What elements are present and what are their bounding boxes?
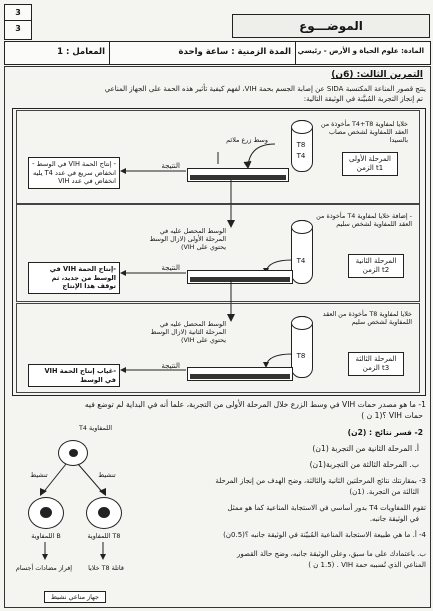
t8-cell <box>86 497 122 529</box>
antibody-secretion: إفراز مضادات أجسام <box>15 564 73 572</box>
divider <box>109 42 110 64</box>
activation-arrows <box>20 460 130 500</box>
stage3-result-label: النتيجة <box>161 362 180 370</box>
exercise-intro-2: تم إنجاز التجربة المُبيَّنة في الوثيقة التالية: <box>303 95 423 103</box>
divider <box>295 42 296 64</box>
stage2-cells-note: - إضافة خلايا لمفاوية T4 مأخوذة من العقد اللمفاوية لشخص سليم <box>316 212 412 228</box>
stage1-result-label: النتيجة <box>161 162 180 170</box>
stage2-dish <box>187 270 293 284</box>
stage3-cells-note: خلايا لمفاوية T8 مأخوذة من العقد اللمفاوية لشخص سليم <box>322 310 412 326</box>
exercise-intro: ينتج قصور المناعة المكتسبة SIDA عن إصابة الجسم بحمة VIH، لفهم كيفية تأثير هذه الحمة على الجهاز المناعي <box>104 85 426 93</box>
page-number: 3 <box>5 5 31 21</box>
title-box <box>232 14 430 38</box>
note-line-2: في الوثيقة جانبه. <box>369 515 419 523</box>
subject-label: المادة: علوم الحياة و الأرض - رئيسي <box>297 47 424 55</box>
stage1-result: - إنتاج الحمة VIH في الوسط - انخفاض سريع في عدد T4 يليه انخفاض في عدد VIH <box>28 157 120 189</box>
question-3: 3- بمقارنتك نتائج المرحلتين الثانية والثالثة، وضح الهدف من إنجاز المرحلة <box>215 477 426 485</box>
stage3-medium-note: الوسط المحصل عليه في المرحلة الثانية (لازال الوسط يحتوي على VIH) <box>150 320 226 344</box>
question-2: 2- فسر نتائج : (2ن) <box>347 428 423 437</box>
question-1b: حمات VIH ؟(1 ن ) <box>361 411 423 420</box>
stage2-medium-note: الوسط المحصل عليه في المرحلة الأولى (لازال الوسط يحتوي على VIH) <box>149 227 226 251</box>
question-4b-line1: ب. باعتمادك على ما سبق، وعلى الوثيقة جانبه، وضح حالة القصور <box>237 550 426 558</box>
header-info <box>4 41 431 65</box>
activation-left-label: تنشيط <box>30 471 48 479</box>
stage3-dish <box>187 367 293 381</box>
b-cell <box>28 497 64 529</box>
stage2-label: المرحلة الثانية الزمن t2 <box>348 254 404 278</box>
stage3-result: -غياب إنتاج الحمة VIH في الوسط <box>28 364 120 387</box>
diagram-caption: جهاز مناعي نشيط <box>44 591 106 603</box>
question-2a: أ. المرحلة الثانية من التجربة (1ن) <box>312 444 419 453</box>
stage1-tube-label-t4: T4 <box>296 152 306 160</box>
stage1-cells-note: خلايا لمفاوية T4+T8 مأخوذة من العقد اللمفاوية لشخص مصاب بالسيدا <box>320 120 408 144</box>
exercise-title: التمرين الثالث: (6ن) <box>331 70 423 80</box>
question-4b-line2: المناعي الذي تُسببه حمة VIH . (1.5 ن ) <box>308 561 426 569</box>
coefficient-label: المعامل : 1 <box>57 47 105 57</box>
stage3-result-arrow <box>118 365 188 375</box>
b-cell-label: اللمفاوية B <box>31 532 61 540</box>
activation-right-label: تنشيط <box>98 471 116 479</box>
note-line-1: تقوم اللمفاويات T4 بدور أساسي في الاستجابة المناعية كما هو ممثل <box>227 504 426 512</box>
page-title: الموضـــوع <box>299 19 363 33</box>
stage2-result: -إنتاج الحمة VIH في الوسط من جديد، ثم توقف هذا الإنتاج <box>28 262 120 294</box>
question-2b: ب. المرحلة الثالثة من التجربة(1ن) <box>309 460 419 469</box>
question-3b: الثالثة من التجربة. (1ن) <box>349 488 419 496</box>
question-4a: 4- أ. ما هي طبيعة الاستجابة المناعية المُبيّنة في الوثيقة جانبه ؟(0.5ن) <box>223 531 426 539</box>
page-number-box <box>4 4 32 40</box>
stage1-result-arrow <box>118 166 188 176</box>
stage1-medium-note: وسط زرع ملائم <box>226 136 268 144</box>
t8-cell-label: اللمفاوية T8 <box>87 532 121 540</box>
result-arrows <box>20 540 130 562</box>
stage1-dish <box>187 168 289 182</box>
duration-label: المدة الزمنية : ساعة واحدة <box>178 47 291 57</box>
stage3-label: المرحلة الثالثة الزمن t3 <box>348 352 404 376</box>
t4-cell-label: اللمفاوية T4 <box>78 424 112 432</box>
stage2-tube-label: T4 <box>296 257 306 265</box>
killer-t8: خلايا T8 قاتلة <box>88 564 124 572</box>
stage1-tube-label-t8: T8 <box>296 141 306 149</box>
stage2-result-arrow <box>118 268 188 278</box>
stage1-label: المرحلة الأولى الزمن t1 <box>342 152 398 176</box>
question-1: 1- ما هو مصدر حمات VIH في وسط الزرع خلال المرحلة الأولى من التجربة، علما أنه في البداية لم توضع فيه <box>84 400 426 409</box>
stage2-result-label: النتيجة <box>161 264 180 272</box>
stage3-tube-label: T8 <box>296 352 306 360</box>
page-total: 3 <box>15 24 21 33</box>
